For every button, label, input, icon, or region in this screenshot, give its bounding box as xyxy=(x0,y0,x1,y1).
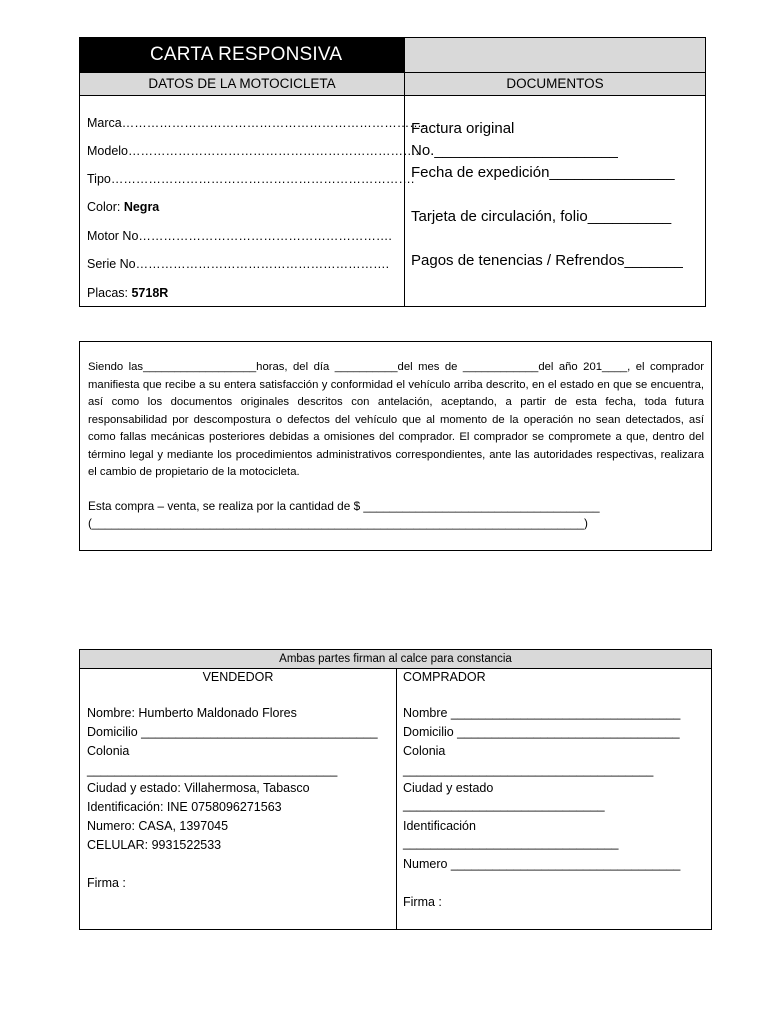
invoice-number-field: No.______________________ xyxy=(411,142,618,159)
buyer-city: Ciudad y estado xyxy=(403,781,494,795)
seller-id: Identificación: INE 0758096271563 xyxy=(87,800,282,814)
signature-header: Ambas partes firman al calce para constancia xyxy=(80,650,711,669)
engine-number-field: Motor No……………………………………………………. xyxy=(87,229,392,243)
plates-value: 5718R xyxy=(131,286,169,300)
color-value: Negra xyxy=(123,200,160,214)
declaration-box xyxy=(79,341,712,551)
buyer-number: Numero _________________________________ xyxy=(403,857,681,871)
buyer-name: Nombre _________________________________ xyxy=(403,706,681,720)
seller-neighborhood: Colonia xyxy=(87,744,130,758)
motorcycle-data-header: DATOS DE LA MOTOCICLETA xyxy=(80,72,404,96)
color-label: Color: xyxy=(87,200,124,214)
seller-signature: Firma : xyxy=(87,876,126,890)
declaration-paragraph: Siendo las__________________horas, del día __________del mes de ____________del año 201____, el comprador manifiesta que recibe a su entera satisfacción y conformidad el vehículo arriba descrito, en el estado en que se encuentra, así como los documentos originales descritos con antelación, aceptando, a partir de esta fecha, toda futura responsabilidad por descompostura o defectos del vehículo que al momento de la operación no sean detectados, así como fallas mecánicas posteriores debidas a omisiones del comprador. El comprador se compromete a que, dentro del término legal y mediante los procedimientos administrativos correspondientes, ante las autoridades respectivas, realizara el cambio de propietario de la motocicleta. xyxy=(88,361,704,478)
brand-field: Marca………………………………………………………………. xyxy=(87,116,426,130)
motorcycle-data-table xyxy=(79,37,706,307)
buyer-id-line: _______________________________ xyxy=(403,836,619,850)
documents-header: DOCUMENTOS xyxy=(404,72,705,96)
seller-name: Nombre: Humberto Maldonado Flores xyxy=(87,706,297,720)
signature-column-divider xyxy=(396,669,397,929)
buyer-signature: Firma : xyxy=(403,895,442,909)
amount-in-words-field: (___________________________________________________________________________) xyxy=(88,516,588,530)
buyer-neighborhood: Colonia xyxy=(403,744,446,758)
title-filler-cell xyxy=(404,38,705,72)
buyer-address: Domicilio ________________________________ xyxy=(403,725,680,739)
color-field xyxy=(87,200,159,214)
serial-number-field: Serie No……………………………………………………. xyxy=(87,257,390,271)
buyer-title: COMPRADOR xyxy=(403,670,486,684)
tax-payments-field: Pagos de tenencias / Refrendos_______ xyxy=(411,252,683,269)
seller-address: Domicilio __________________________________ xyxy=(87,725,378,739)
seller-city: Ciudad y estado: Villahermosa, Tabasco xyxy=(87,781,310,795)
type-field: Tipo………………………………………………………………. xyxy=(87,172,415,186)
original-invoice-label: Factura original xyxy=(411,120,515,137)
buyer-blank-line: ____________________________________ xyxy=(403,763,654,777)
model-field: Modelo……………………………………………………………. xyxy=(87,144,419,158)
buyer-city-line: _____________________________ xyxy=(403,798,605,812)
seller-number: Numero: CASA, 1397045 xyxy=(87,819,229,833)
document-title: CARTA RESPONSIVA xyxy=(80,38,404,72)
plates-field xyxy=(87,286,168,300)
issue-date-field: Fecha de expedición_______________ xyxy=(411,164,675,181)
buyer-id: Identificación xyxy=(403,819,476,833)
plates-label: Placas: xyxy=(87,286,132,300)
sale-amount-field: Esta compra – venta, se realiza por la cantidad de $ ____________________________________ xyxy=(88,499,600,513)
signature-table xyxy=(79,649,712,930)
seller-cellphone: CELULAR: 9931522533 xyxy=(87,838,222,852)
seller-blank-line: ____________________________________ xyxy=(87,763,338,777)
seller-title: VENDEDOR xyxy=(202,670,274,684)
circulation-card-field: Tarjeta de circulación, folio__________ xyxy=(411,208,672,225)
